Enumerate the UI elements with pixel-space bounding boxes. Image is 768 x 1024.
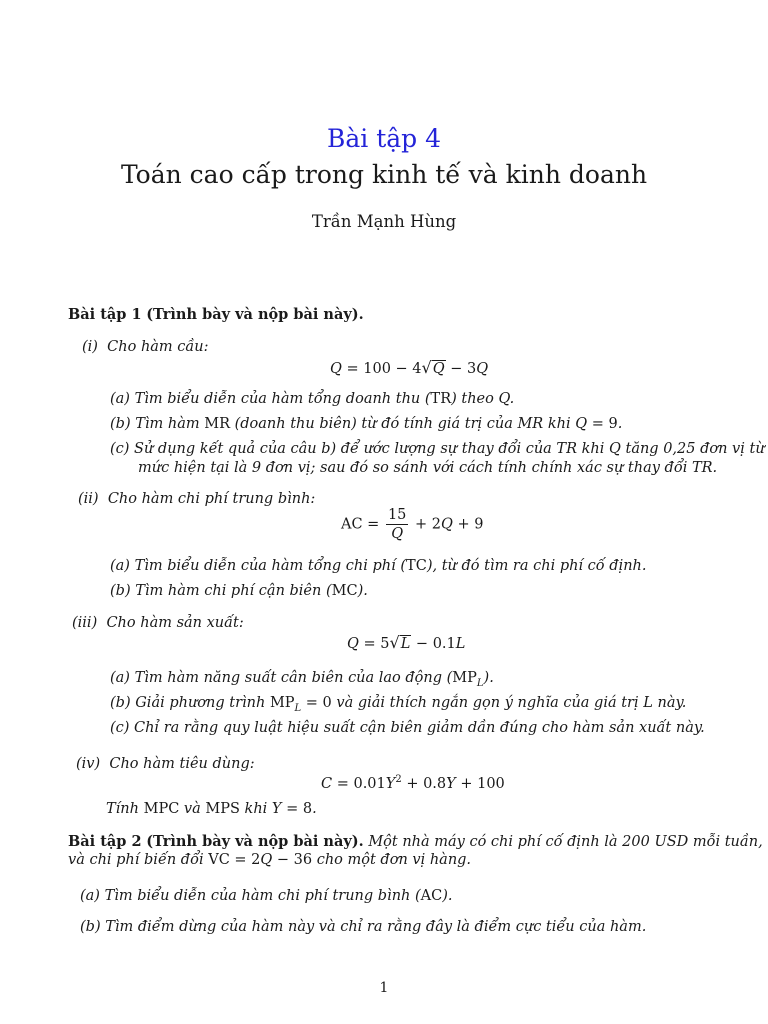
part-iv-intro: (iv) Cho hàm tiêu dùng: [76,756,255,772]
exercise-2-line2: và chi phí biến đổi VC = 2Q − 36 cho một đơn vị hàng. [68,852,472,868]
consumption-function-equation: $C = 0.01Y^2 + 0.8Y + 100$ [321,774,505,792]
part-iii-b: (b) Giải phương trình $MP_L = 0$ và giải thích ngắn gọn ý nghĩa của giá trị L này. [110,695,687,714]
average-cost-equation: AC = $\frac{15}{Q}$ + 2Q + 9 [341,507,484,542]
part-iii-c: (c) Chỉ ra rằng quy luật hiệu suất cận biên giảm dần đúng cho hàm sản xuất này. [110,720,705,736]
document-title: Toán cao cấp trong kinh tế và kinh doanh [120,160,648,189]
demand-function-equation: Q = 100 − 4√Q − 3Q [330,358,489,377]
part-i-a: (a) Tìm biểu diễn của hàm tổng doanh thu (TR) theo Q. [110,391,515,407]
part-ii-b: (b) Tìm hàm chi phí cận biên (MC). [110,583,368,599]
part-i-intro: (i) Cho hàm cầu: [82,339,209,355]
exercise-2-heading: Bài tập 2 (Trình bày và nộp bài này). Một nhà máy có chi phí cố định là 200 USD mỗi tuần, [68,833,763,850]
part-ii-intro: (ii) Cho hàm chi phí trung bình: [78,491,316,507]
part-i-c-line1: (c) Sử dụng kết quả của câu b) để ước lượng sự thay đổi của TR khi Q tăng 0,25 đơn vị từ [110,441,765,457]
part-iii-intro: (iii) Cho hàm sản xuất: [72,615,244,631]
author-name: Trần Mạnh Hùng [311,212,457,231]
exercise-2-a: (a) Tìm biểu diễn của hàm chi phí trung bình (AC). [80,888,453,904]
part-iv-task: Tính MPC và MPS khi Y = 8. [106,801,317,817]
part-ii-a: (a) Tìm biểu diễn của hàm tổng chi phí (TC), từ đó tìm ra chi phí cố định. [110,558,647,574]
exercise-2-b: (b) Tìm điểm dừng của hàm này và chỉ ra rằng đây là điểm cực tiểu của hàm. [80,919,647,935]
exercise-number-title: Bài tập 4 [326,124,442,153]
production-function-equation: Q = 5√L − 0.1L [347,633,466,652]
page-number: 1 [379,980,389,996]
part-i-c-line2: mức hiện tại là 9 đơn vị; sau đó so sánh với cách tính chính xác sự thay đổi TR. [138,460,718,476]
part-i-b: (b) Tìm hàm MR (doanh thu biên) từ đó tính giá trị của MR khi Q = 9. [110,416,623,432]
exercise-1-heading: Bài tập 1 (Trình bày và nộp bài này). [68,306,364,323]
part-iii-a: (a) Tìm hàm năng suất cân biên của lao động $(MP_L)$. [110,670,494,689]
